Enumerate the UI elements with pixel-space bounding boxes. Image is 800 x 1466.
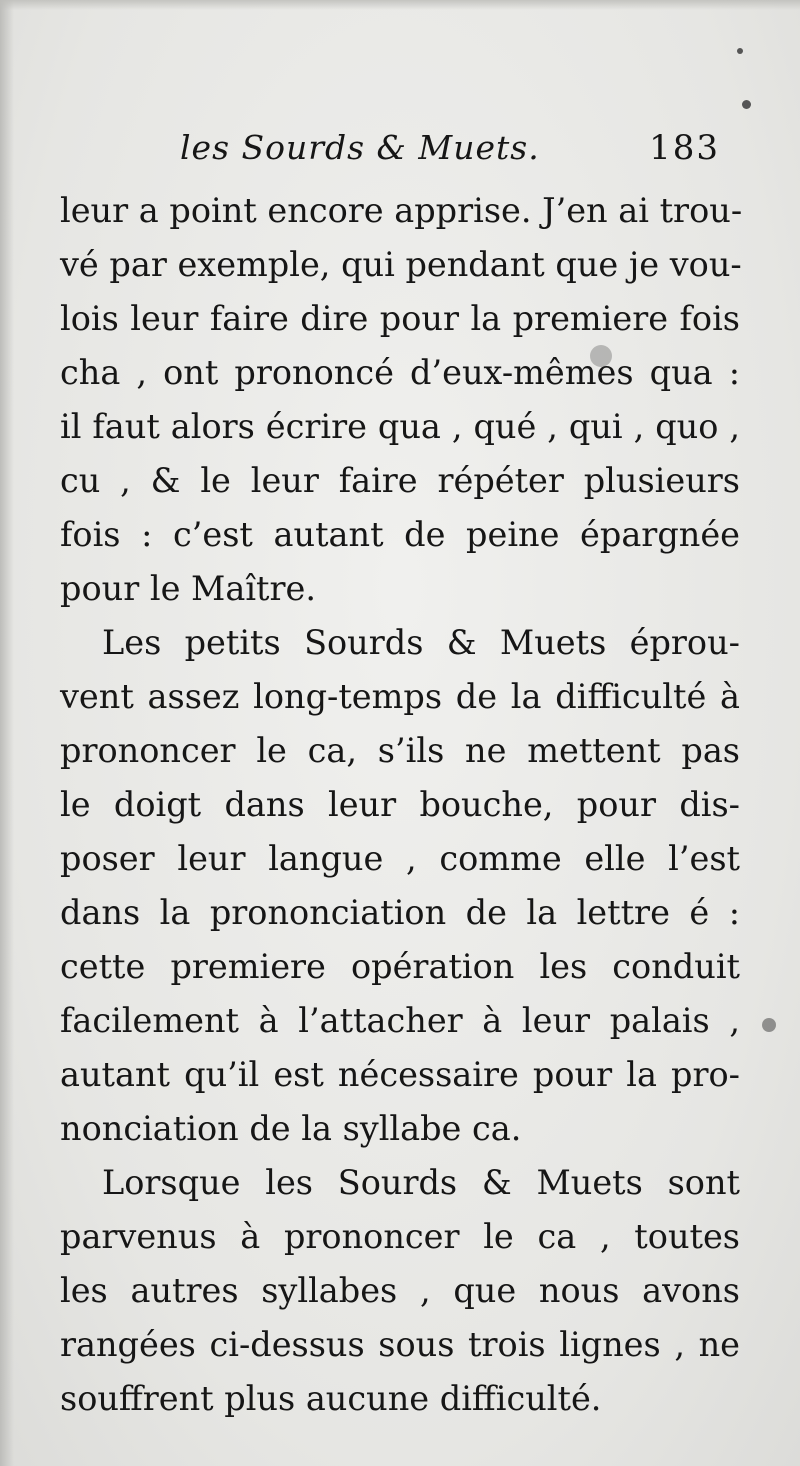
page-number: 183 [649, 128, 720, 168]
text-line: dans la prononciation de la lettre é : [60, 893, 740, 932]
ink-speck [742, 100, 751, 109]
ink-speck [762, 1018, 776, 1032]
text-line: vent assez long-temps de la difficulté à [60, 677, 740, 716]
paragraph-first-line: Lorsque les Sourds & Muets sont [102, 1163, 740, 1202]
page-left-edge-shadow [0, 0, 14, 1466]
text-line: pour le Maître. [60, 569, 316, 608]
text-line: souffrent plus aucune difficulté. [60, 1379, 602, 1418]
paragraph-first-line: Les petits Sourds & Muets éprou- [102, 623, 740, 662]
text-line: lois leur faire dire pour la premiere fois [60, 299, 740, 338]
page-top-edge [0, 0, 800, 10]
body-text [60, 184, 743, 1426]
text-line: autant qu’il est nécessaire pour la pro- [60, 1055, 740, 1094]
text-line: parvenus à prononcer le ca , toutes [60, 1217, 740, 1256]
text-line: rangées ci-dessus sous trois lignes , ne [60, 1325, 740, 1364]
page-header [180, 128, 740, 178]
running-title: les Sourds & Muets. [180, 128, 540, 167]
text-line: les autres syllabes , que nous avons [60, 1271, 740, 1310]
text-line: cette premiere opération les conduit [60, 947, 740, 986]
text-line: cha , ont prononcé d’eux-mêmes qua : [60, 353, 740, 392]
text-line: vé par exemple, qui pendant que je vou- [60, 245, 742, 284]
ink-speck [590, 345, 612, 367]
text-line: cu , & le leur faire répéter plusieurs [60, 461, 740, 500]
text-line: leur a point encore apprise. J’en ai trou- [60, 191, 743, 230]
ink-speck [737, 48, 743, 54]
text-line: poser leur langue , comme elle l’est [60, 839, 740, 878]
text-line: prononcer le ca, s’ils ne mettent pas [60, 731, 740, 770]
text-line: facilement à l’attacher à leur palais , [60, 1001, 740, 1040]
text-line: nonciation de la syllabe ca. [60, 1109, 522, 1148]
text-line: le doigt dans leur bouche, pour dis- [60, 785, 740, 824]
text-line: fois : c’est autant de peine épargnée [60, 515, 740, 554]
text-line: il faut alors écrire qua , qué , qui , quo , [60, 407, 740, 446]
